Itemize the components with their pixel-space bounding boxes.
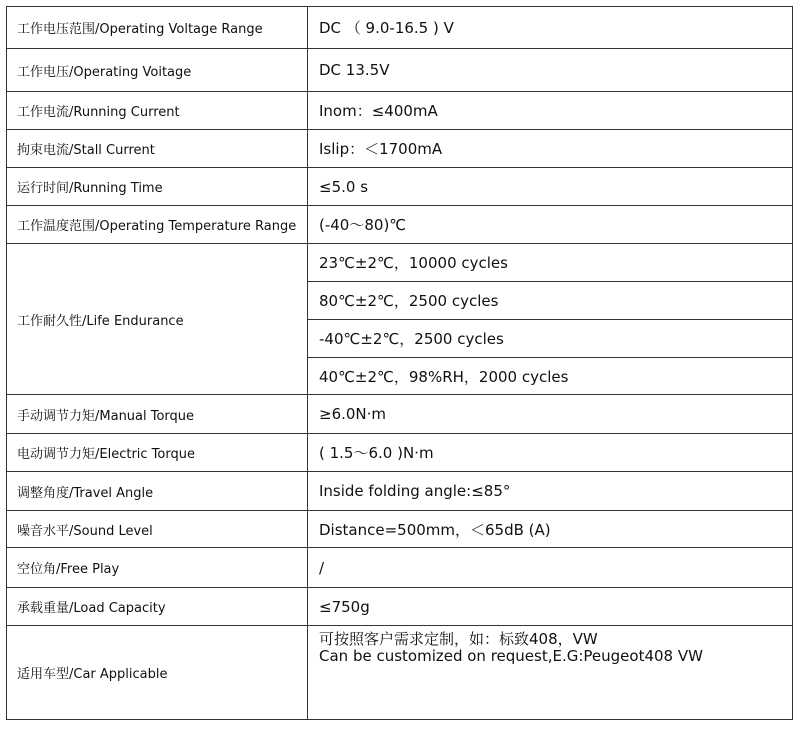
row-label: 空位角/Free Play	[7, 548, 308, 588]
table-row	[7, 434, 793, 472]
row-value: ≤5.0 s	[308, 168, 793, 206]
row-value: ≤750g	[308, 588, 793, 626]
row-label: 工作电流/Running Current	[7, 92, 308, 130]
table-row	[7, 626, 793, 720]
table-row	[7, 168, 793, 206]
row-label: 工作温度范围/Operating Temperature Range	[7, 206, 308, 244]
table-row	[7, 130, 793, 168]
row-label: 工作电压/Operating Voitage	[7, 49, 308, 92]
row-label: 手动调节力矩/Manual Torque	[7, 395, 308, 434]
table-row	[7, 7, 793, 49]
endurance-value: 80℃±2℃，2500 cycles	[308, 282, 793, 320]
table-row	[7, 49, 793, 92]
row-label: 拘束电流/Stall Current	[7, 130, 308, 168]
row-value: ( 1.5～6.0 )N·m	[308, 434, 793, 472]
table-row	[7, 588, 793, 626]
row-value: /	[308, 548, 793, 588]
endurance-value: -40℃±2℃，2500 cycles	[308, 320, 793, 358]
table-row	[7, 548, 793, 588]
row-label: 噪音水平/Sound Level	[7, 511, 308, 548]
endurance-value: 23℃±2℃，10000 cycles	[308, 244, 793, 282]
row-label: 适用车型/Car Applicable	[7, 626, 308, 720]
row-label: 运行时间/Running Time	[7, 168, 308, 206]
row-value: Inom：≤400mA	[308, 92, 793, 130]
row-value: Distance=500mm，＜65dB (A)	[308, 511, 793, 548]
row-value: DC 13.5V	[308, 49, 793, 92]
car-applicable-line-en: Can be customized on request,E.G:Peugeot408 VW	[319, 647, 703, 665]
endurance-value: 40℃±2℃，98%RH，2000 cycles	[308, 358, 793, 395]
table-row	[7, 511, 793, 548]
row-value: (-40～80)℃	[308, 206, 793, 244]
table-row	[7, 472, 793, 511]
car-applicable-value	[308, 626, 793, 720]
row-label: 工作耐久性/Life Endurance	[7, 244, 308, 395]
row-label: 工作电压范围/Operating Voltage Range	[7, 7, 308, 49]
row-label: 电动调节力矩/Electric Torque	[7, 434, 308, 472]
table-row	[7, 395, 793, 434]
row-value: ≥6.0N·m	[308, 395, 793, 434]
row-label: 承载重量/Load Capacity	[7, 588, 308, 626]
spec-table	[6, 6, 793, 720]
row-value: Inside folding angle:≤85°	[308, 472, 793, 511]
row-value: DC （ 9.0-16.5 ) V	[308, 7, 793, 49]
row-label: 调整角度/Travel Angle	[7, 472, 308, 511]
car-applicable-line-cn: 可按照客户需求定制，如：标致408，VW	[319, 630, 598, 648]
row-value: Islip：＜1700mA	[308, 130, 793, 168]
table-row	[7, 92, 793, 130]
table-row	[7, 206, 793, 244]
table-row	[7, 244, 793, 282]
